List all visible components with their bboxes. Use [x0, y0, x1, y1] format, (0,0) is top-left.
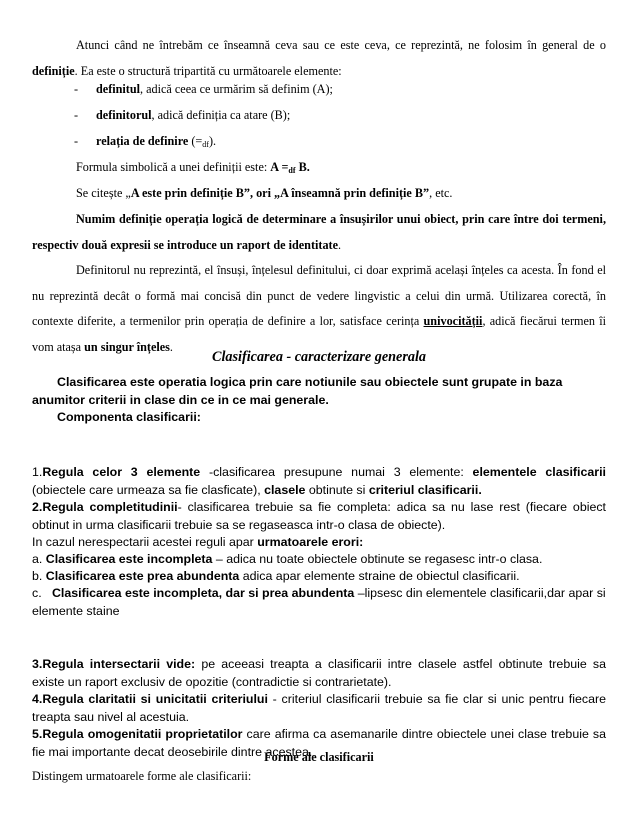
definitor-paragraph: Definitorul nu reprezintă, el însuși, înțelesul definitului, ci doar exprimă același înțeles ca acesta. În fond el nu reprezintă decât o formă mai concisă din punct de vedere lingvistic a celui din urmă. Utilizarea corectă, în contexte diferite, a termenilor prin operația de definire a lor, satisface cerința univocității, adică fiecărui termen îi vom atașa un singur înțeles. [32, 263, 607, 354]
rule-1: 1.Regula celor 3 elemente -clasificarea presupune numai 3 elemente: elementele clasificarii (obiectele care urmeaza sa fie clasficate), clasele obtinute si criteriul clasificarii. [32, 465, 606, 497]
error-b: b. Clasificarea este prea abundenta adica apar elemente straine de obiectul clasificarii. [32, 569, 520, 583]
componenta-label: Componenta clasificarii: [57, 410, 201, 424]
rule-3: 3.Regula intersectarii vide: pe aceeasi treapta a clasificarii intre clasele astfel obtinute trebuie sa existe un raport exclusiv de opozitie (contradictie si contrarietate). [32, 657, 606, 689]
forms-intro: Distingem urmatoarele forme ale clasificarii: [32, 769, 252, 783]
rule-4: 4.Regula claritatii si unicitatii criteriului - criteriul clasificarii trebuie sa fie clar si unic pentru fiecare treapta sau nivel al acestuia. [32, 692, 606, 724]
section-heading-forme: Forme ale clasificarii [264, 750, 374, 764]
intro-text-end: . Ea este o structură tripartită cu următoarele elemente: [74, 63, 342, 78]
list-item-definitorul: - definitorul, adică definiția ca atare (B); [74, 108, 291, 122]
rule-2: 2.Regula completitudinii- clasificarea trebuie sa fie completa: adica sa nu lase rest (fiecare obiect obtinut in urma clasificarii trebuie sa se regaseasca intr-o clasa de obiecte). [32, 500, 606, 532]
reading-line: Se citește „A este prin definiție B”, ori „A înseamnă prin definiție B”, etc. [76, 186, 453, 200]
list-item-definitul: - definitul, adică ceea ce urmărim să definim (A); [74, 82, 333, 96]
errors-intro: In cazul nerespectarii acestei reguli apar urmatoarele erori: [32, 535, 364, 549]
list-item-relatia: - relația de definire $(=_{df})$. [74, 134, 217, 149]
section-heading-clasificarea: Clasificarea - caracterizare generala [212, 349, 426, 365]
formula-line: Formula simbolică a unei definiții este: $A =_{df}$ B. [76, 160, 310, 175]
definition-paragraph: Numim definiție operația logică de determinare a însușirilor unui obiect, prin care între doi termeni, respectiv două expresii se introduce un raport de identitate. [32, 212, 606, 252]
error-a: a. Clasificarea este incompleta – adica nu toate obiectele obtinute se regasesc intr-o clasa. [32, 552, 543, 566]
rule-5: 5.Regula omogenitatii proprietatilor care afirma ca asemanarile dintre obiectele unei clase trebuie sa fie mai importante decat deosebirile dintre acestea. [32, 727, 606, 759]
clasificarea-definition: Clasificarea este operatia logica prin care notiunile sau obiectele sunt grupate in baza anumitor criterii in clase din ce in ce mai generale. [32, 375, 563, 407]
intro-text: Atunci când ne întrebăm ce înseamnă ceva sau ce este ceva, ce reprezintă, ne folosim în general de o [76, 38, 606, 52]
term-definitie: definiție [32, 63, 75, 78]
error-c: c. Clasificarea este incompleta, dar si prea abundenta –lipsesc din elementele clasificarii,dar apar si elemente staine [32, 586, 610, 618]
